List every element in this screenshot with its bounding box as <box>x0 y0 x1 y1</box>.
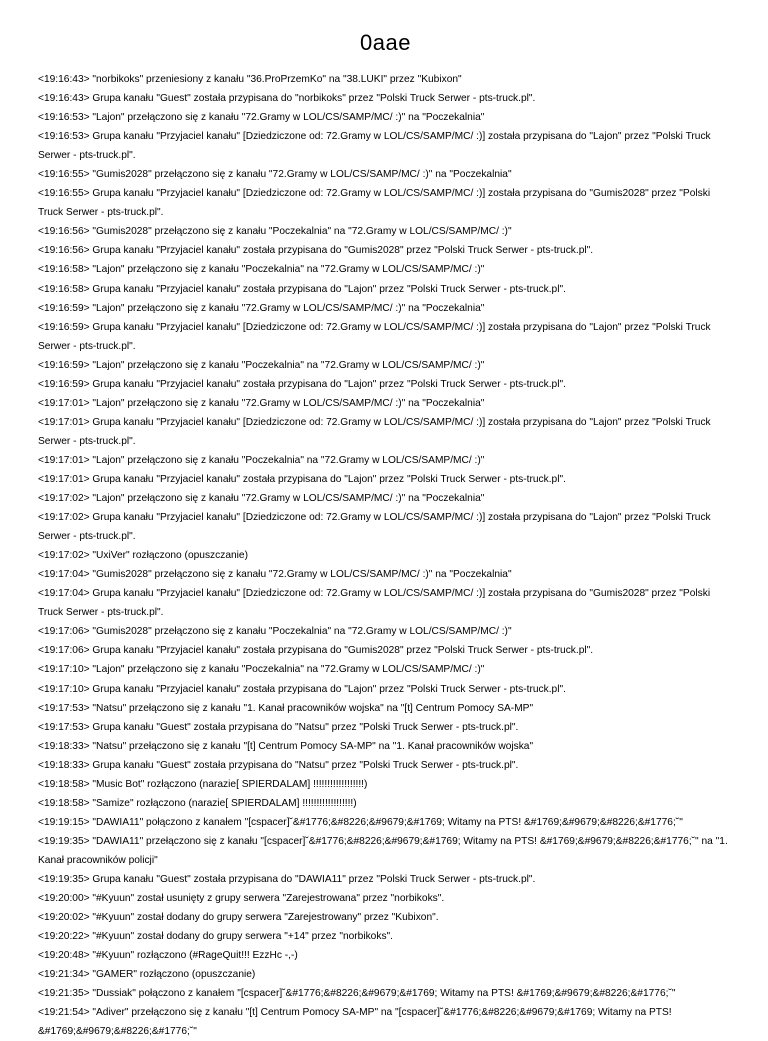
log-line: <19:20:00> "#Kyuun" został usunięty z grupy serwera "Zarejestrowana" przez "norbikoks". <box>38 893 445 905</box>
log-line: <19:18:58> "Samize" rozłączono (narazie[ SPIERDALAM] !!!!!!!!!!!!!!!!!!) <box>38 797 357 809</box>
log-line: <19:17:53> Grupa kanału "Guest" została przypisana do "Natsu" przez "Polski Truck Serwer - pts-truck.pl". <box>38 721 519 733</box>
log-line: <19:16:58> Grupa kanału "Przyjaciel kanału" została przypisana do "Lajon" przez "Polski Truck Serwer - pts-truck.pl". <box>38 283 566 295</box>
log-line: <19:20:22> "#Kyuun" został dodany do grupy serwera "+14" przez "norbikoks". <box>38 931 393 943</box>
log-line: <19:17:10> Grupa kanału "Przyjaciel kanału" została przypisana do "Lajon" przez "Polski Truck Serwer - pts-truck.pl". <box>38 683 566 695</box>
log-line: <19:16:56> Grupa kanału "Przyjaciel kanału" została przypisana do "Gumis2028" przez "Polski Truck Serwer - pts-truck.pl". <box>38 245 594 257</box>
log-line: <19:17:01> "Lajon" przełączono się z kanału "72.Gramy w LOL/CS/SAMP/MC/ :)" na "Poczekalnia" <box>38 397 485 409</box>
log-line: <19:19:15> "DAWIA11" połączono z kanałem "[cspacer]˘&#1776;&#8226;&#9679;&#1769; Witamy na PTS! &#1769;&#9679;&#8226;&#1776;˘" <box>38 816 683 828</box>
log-line: <19:17:04> "Gumis2028" przełączono się z kanału "72.Gramy w LOL/CS/SAMP/MC/ :)" na "Poczekalnia" <box>38 569 512 581</box>
log-list <box>38 70 733 1041</box>
log-line: <19:16:55> Grupa kanału "Przyjaciel kanału" [Dziedziczone od: 72.Gramy w LOL/CS/SAMP/MC/ :)] została przypisana do "Gumis2028" przez "Polski Truck Serwer - pts-truck.pl". <box>38 188 711 219</box>
log-line: <19:18:33> Grupa kanału "Guest" została przypisana do "Natsu" przez "Polski Truck Serwer - pts-truck.pl". <box>38 759 519 771</box>
log-line: <19:20:48> "#Kyuun" rozłączono (#RageQuit!!! EzzHc -,-) <box>38 950 298 962</box>
log-line: <19:17:02> "UxiVer" rozłączono (opuszczanie) <box>38 550 248 562</box>
log-line: <19:17:01> Grupa kanału "Przyjaciel kanału" została przypisana do "Lajon" przez "Polski Truck Serwer - pts-truck.pl". <box>38 473 566 485</box>
log-line: <19:16:58> "Lajon" przełączono się z kanału "Poczekalnia" na "72.Gramy w LOL/CS/SAMP/MC/ :)" <box>38 264 485 276</box>
log-line: <19:21:35> "Dussiak" połączono z kanałem "[cspacer]˘&#1776;&#8226;&#9679;&#1769; Witamy na PTS! &#1769;&#9679;&#8226;&#1776;˘" <box>38 988 676 1000</box>
log-line: <19:16:59> Grupa kanału "Przyjaciel kanału" została przypisana do "Lajon" przez "Polski Truck Serwer - pts-truck.pl". <box>38 378 566 390</box>
log-line: <19:16:59> "Lajon" przełączono się z kanału "Poczekalnia" na "72.Gramy w LOL/CS/SAMP/MC/ :)" <box>38 359 485 371</box>
log-line: <19:16:43> "norbikoks" przeniesiony z kanału "36.ProPrzemKo" na "38.LUKI" przez "Kubixon" <box>38 74 462 85</box>
log-line: <19:16:55> "Gumis2028" przełączono się z kanału "72.Gramy w LOL/CS/SAMP/MC/ :)" na "Poczekalnia" <box>38 169 512 181</box>
log-line: <19:18:58> "Music Bot" rozłączono (narazie[ SPIERDALAM] !!!!!!!!!!!!!!!!!!) <box>38 778 368 790</box>
log-line: <19:16:59> Grupa kanału "Przyjaciel kanału" [Dziedziczone od: 72.Gramy w LOL/CS/SAMP/MC/ :)] została przypisana do "Lajon" przez "Polski Truck Serwer - pts-truck.pl". <box>38 321 711 352</box>
log-line: <19:18:33> "Natsu" przełączono się z kanału "[t] Centrum Pomocy SA-MP" na "1. Kanał pracowników wojska" <box>38 740 534 752</box>
log-line: <19:17:06> "Gumis2028" przełączono się z kanału "Poczekalnia" na "72.Gramy w LOL/CS/SAMP/MC/ :)" <box>38 626 512 638</box>
log-line: <19:17:10> "Lajon" przełączono się z kanału "Poczekalnia" na "72.Gramy w LOL/CS/SAMP/MC/ :)" <box>38 664 485 676</box>
log-line: <19:17:02> Grupa kanału "Przyjaciel kanału" [Dziedziczone od: 72.Gramy w LOL/CS/SAMP/MC/ :)] została przypisana do "Lajon" przez "Polski Truck Serwer - pts-truck.pl". <box>38 512 711 543</box>
log-line: <19:17:02> "Lajon" przełączono się z kanału "72.Gramy w LOL/CS/SAMP/MC/ :)" na "Poczekalnia" <box>38 493 485 505</box>
log-line: <19:21:54> "Adiver" przełączono się z kanału "[t] Centrum Pomocy SA-MP" na "[cspacer]˘&#1776;&#8226;&#9679;&#1769; Witamy na PTS! &#1769;&#9679;&#8226;&#1776;˘" <box>38 1007 672 1038</box>
log-line: <19:17:04> Grupa kanału "Przyjaciel kanału" [Dziedziczone od: 72.Gramy w LOL/CS/SAMP/MC/ :)] została przypisana do "Gumis2028" przez "Polski Truck Serwer - pts-truck.pl". <box>38 588 711 619</box>
log-line: <19:16:53> "Lajon" przełączono się z kanału "72.Gramy w LOL/CS/SAMP/MC/ :)" na "Poczekalnia" <box>38 112 485 124</box>
log-line: <19:17:01> "Lajon" przełączono się z kanału "Poczekalnia" na "72.Gramy w LOL/CS/SAMP/MC/ :)" <box>38 454 485 466</box>
log-line: <19:17:01> Grupa kanału "Przyjaciel kanału" [Dziedziczone od: 72.Gramy w LOL/CS/SAMP/MC/ :)] została przypisana do "Lajon" przez "Polski Truck Serwer - pts-truck.pl". <box>38 416 711 447</box>
log-line: <19:16:56> "Gumis2028" przełączono się z kanału "Poczekalnia" na "72.Gramy w LOL/CS/SAMP/MC/ :)" <box>38 226 512 238</box>
log-line: <19:19:35> "DAWIA11" przełączono się z kanału "[cspacer]˘&#1776;&#8226;&#9679;&#1769; Witamy na PTS! &#1769;&#9679;&#8226;&#1776;˘" na "1. Kanał pracowników policji" <box>38 835 728 866</box>
log-line: <19:21:34> "GAMER" rozłączono (opuszczanie) <box>38 969 256 981</box>
log-line: <19:19:35> Grupa kanału "Guest" została przypisana do "DAWIA11" przez "Polski Truck Serwer - pts-truck.pl". <box>38 873 536 885</box>
document-title: 0aae <box>360 30 411 55</box>
log-line: <19:16:43> Grupa kanału "Guest" została przypisana do "norbikoks" przez "Polski Truck Serwer - pts-truck.pl". <box>38 93 536 105</box>
log-line: <19:20:02> "#Kyuun" został dodany do grupy serwera "Zarejestrowany" przez "Kubixon". <box>38 912 439 924</box>
log-line: <19:17:06> Grupa kanału "Przyjaciel kanału" została przypisana do "Gumis2028" przez "Polski Truck Serwer - pts-truck.pl". <box>38 645 594 657</box>
log-line: <19:16:59> "Lajon" przełączono się z kanału "72.Gramy w LOL/CS/SAMP/MC/ :)" na "Poczekalnia" <box>38 302 485 314</box>
log-line: <19:17:53> "Natsu" przełączono się z kanału "1. Kanał pracowników wojska" na "[t] Centrum Pomocy SA-MP" <box>38 702 534 714</box>
log-line: <19:16:53> Grupa kanału "Przyjaciel kanału" [Dziedziczone od: 72.Gramy w LOL/CS/SAMP/MC/ :)] została przypisana do "Lajon" przez "Polski Truck Serwer - pts-truck.pl". <box>38 131 711 162</box>
